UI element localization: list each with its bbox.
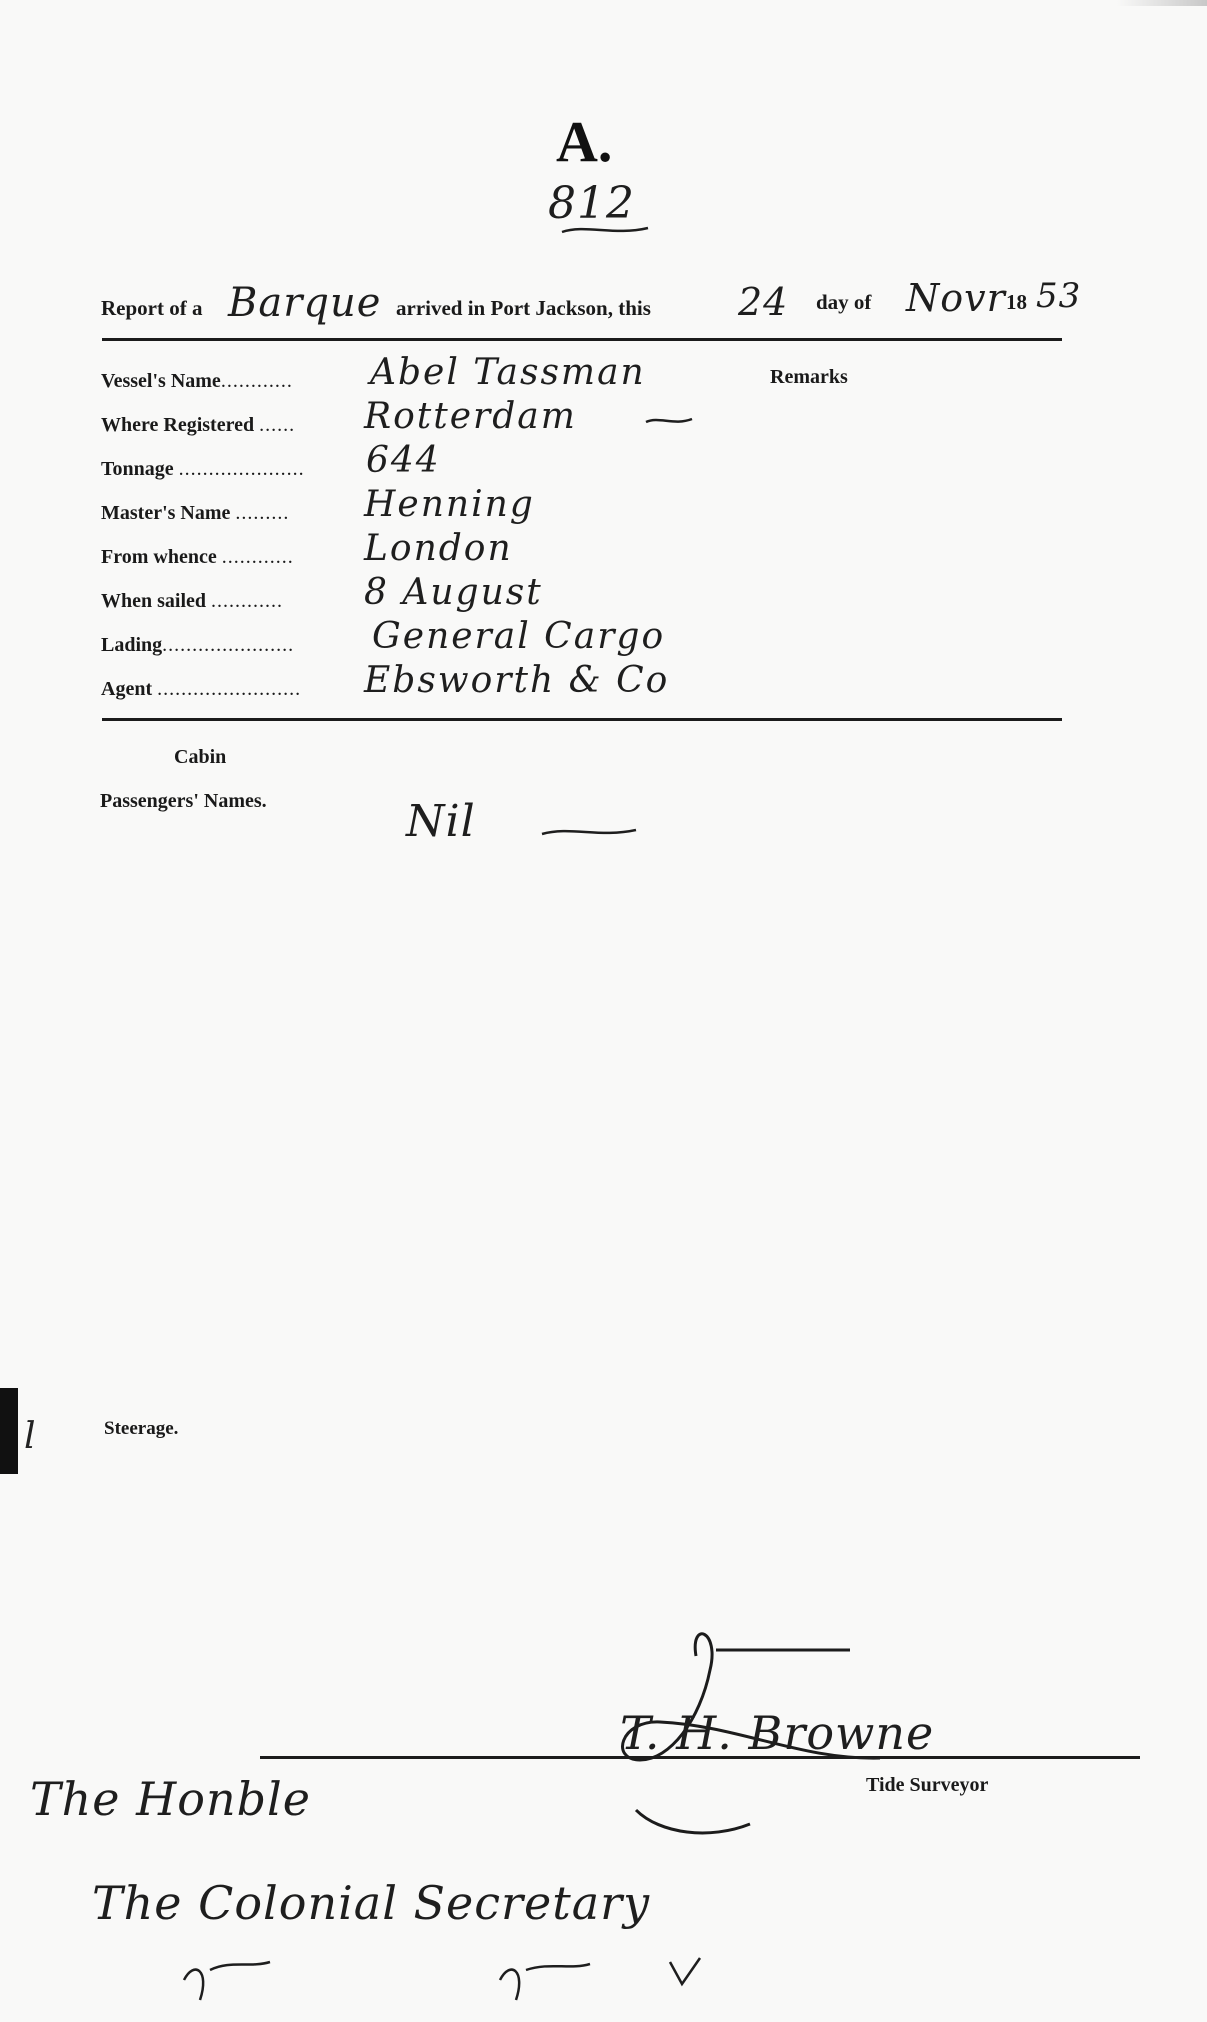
- lading-value: General Cargo: [372, 616, 666, 657]
- from-whence-value: London: [364, 528, 513, 569]
- vessel-name-label: Vessel's Name............: [101, 370, 293, 392]
- scan-edge-mark: [1117, 0, 1207, 6]
- from-whence-label: From whence ............: [101, 546, 294, 568]
- agent-value: Ebsworth & Co: [364, 660, 670, 701]
- middle-rule: [102, 718, 1062, 721]
- when-sailed-value: 8 August: [364, 572, 543, 613]
- signature-name: T. H. Browne: [620, 1706, 935, 1760]
- where-registered-value: Rotterdam: [364, 396, 577, 437]
- binding-edge: [0, 1388, 18, 1474]
- day-of-label: day of: [816, 290, 872, 314]
- agent-label: Agent ........................: [101, 678, 302, 700]
- tonnage-label: Tonnage .....................: [101, 458, 305, 480]
- address-line-2: The Colonial Secretary: [92, 1876, 651, 1930]
- where-registered-label: Where Registered ......: [101, 414, 296, 436]
- masters-name-value: Henning: [364, 484, 535, 525]
- folio-underline: [560, 222, 650, 238]
- arrival-month: Novr: [906, 276, 1006, 320]
- registered-dash: [644, 414, 694, 428]
- lading-label: Lading......................: [101, 634, 295, 656]
- vessel-name-value: Abel Tassman: [370, 352, 646, 393]
- cabin-label: Cabin: [174, 746, 227, 768]
- passengers-names-label: Passengers' Names.: [100, 790, 267, 812]
- top-rule: [102, 338, 1062, 341]
- remarks-label: Remarks: [770, 366, 848, 388]
- tide-surveyor-label: Tide Surveyor: [866, 1774, 989, 1796]
- year-written: 53: [1036, 276, 1082, 316]
- year-printed: 18: [1006, 290, 1027, 314]
- report-prefix: Report of a: [101, 296, 203, 320]
- report-middle: arrived in Port Jackson, this: [396, 296, 651, 320]
- nil-dash: [540, 824, 640, 840]
- steerage-label: Steerage.: [104, 1418, 179, 1439]
- folio-number: 812: [548, 178, 635, 229]
- address-line-1: The Honble: [30, 1772, 311, 1826]
- address-flourishes: [170, 1940, 730, 2010]
- when-sailed-label: When sailed ............: [101, 590, 284, 612]
- vessel-type: Barque: [228, 280, 382, 326]
- masters-name-label: Master's Name .........: [101, 502, 290, 524]
- cabin-passengers-value: Nil: [406, 796, 476, 847]
- form-letter: A.: [556, 109, 613, 174]
- arrival-day: 24: [738, 280, 789, 324]
- tonnage-value: 644: [366, 440, 441, 481]
- margin-mark: l: [24, 1416, 36, 1457]
